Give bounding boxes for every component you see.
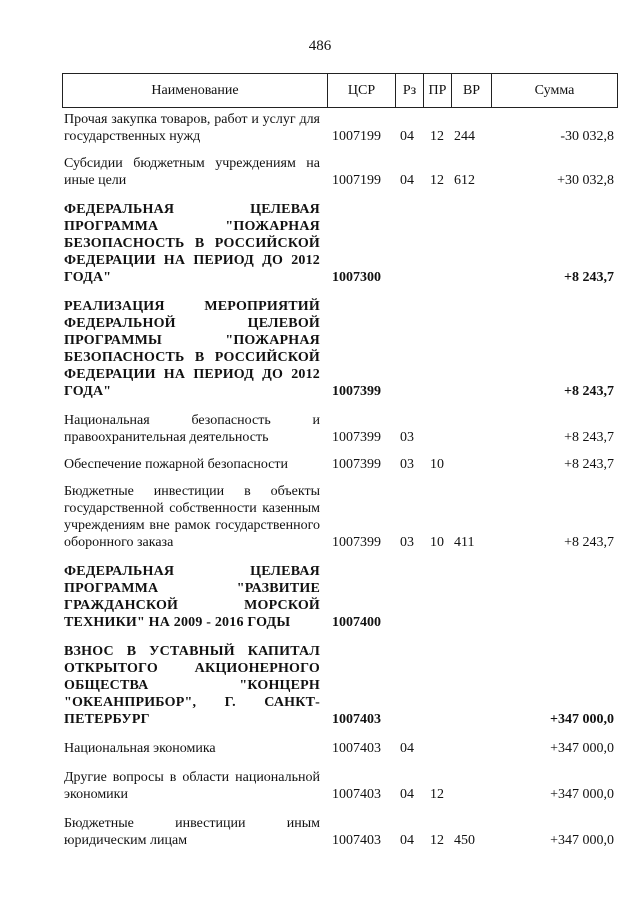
row-vr: 450 xyxy=(454,833,475,848)
row-name: ФЕДЕРАЛЬНАЯ ЦЕЛЕВАЯ ПРОГРАММА "РАЗВИТИЕ ГРАЖДАНСКОЙ МОРСКОЙ ТЕХНИКИ" НА 2009 - 2016 ГОДЫ xyxy=(64,564,320,630)
row-sum: +8 243,7 xyxy=(564,457,614,472)
row-pr: 12 xyxy=(430,787,444,802)
row-rz: 03 xyxy=(400,535,414,550)
row-pr: 12 xyxy=(430,833,444,848)
row-csr: 1007399 xyxy=(332,430,381,445)
row-name: Бюджетные инвестиции иным юридическим лицам xyxy=(64,816,320,848)
row-vr: 612 xyxy=(454,173,475,188)
row-name: Субсидии бюджетным учреждениям на иные цели xyxy=(64,156,320,188)
row-pr: 10 xyxy=(430,535,444,550)
row-csr: 1007403 xyxy=(332,712,381,727)
table-row xyxy=(62,483,618,551)
row-rz: 04 xyxy=(400,129,414,144)
row-rz: 03 xyxy=(400,457,414,472)
row-name: Прочая закупка товаров, работ и услуг для государственных нужд xyxy=(64,112,320,144)
row-csr: 1007300 xyxy=(332,270,381,285)
row-name: РЕАЛИЗАЦИЯ МЕРОПРИЯТИЙ ФЕДЕРАЛЬНОЙ ЦЕЛЕВОЙ ПРОГРАММЫ "ПОЖАРНАЯ БЕЗОПАСНОСТЬ В РОССИЙСКОЙ ФЕДЕРАЦИИ НА ПЕРИОД ДО 2012 ГОДА" xyxy=(64,299,320,399)
header-csr: ЦСР xyxy=(327,74,395,107)
table-row xyxy=(62,412,618,446)
row-sum: +8 243,7 xyxy=(564,384,614,399)
table-row xyxy=(62,298,618,400)
table-row xyxy=(62,815,618,849)
row-pr: 10 xyxy=(430,457,444,472)
row-sum: +347 000,0 xyxy=(550,833,614,848)
row-rz: 04 xyxy=(400,173,414,188)
row-name: Национальная экономика xyxy=(64,741,216,756)
row-name: Бюджетные инвестиции в объекты государственной собственности казенным учреждениям вне рамок государственного оборонного заказа xyxy=(64,484,320,550)
row-csr: 1007399 xyxy=(332,535,381,550)
table-row xyxy=(62,456,618,473)
row-csr: 1007403 xyxy=(332,741,381,756)
row-name: Другие вопросы в области национальной экономики xyxy=(64,770,320,802)
row-csr: 1007403 xyxy=(332,787,381,802)
row-vr: 244 xyxy=(454,129,475,144)
row-sum: +30 032,8 xyxy=(557,173,614,188)
row-csr: 1007199 xyxy=(332,129,381,144)
table-row xyxy=(62,740,618,757)
row-csr: 1007399 xyxy=(332,384,381,399)
header-rz: Рз xyxy=(395,74,423,107)
row-pr: 12 xyxy=(430,129,444,144)
row-sum: -30 032,8 xyxy=(560,129,614,144)
row-sum: +347 000,0 xyxy=(550,741,614,756)
table-row xyxy=(62,643,618,728)
table-row xyxy=(62,201,618,286)
header-sum: Сумма xyxy=(491,74,617,107)
row-name: ВЗНОС В УСТАВНЫЙ КАПИТАЛ ОТКРЫТОГО АКЦИОНЕРНОГО ОБЩЕСТВА "КОНЦЕРН "ОКЕАНПРИБОР", Г. САНКТ-ПЕТЕРБУРГ xyxy=(64,644,320,727)
row-sum: +8 243,7 xyxy=(564,270,614,285)
row-csr: 1007403 xyxy=(332,833,381,848)
row-csr: 1007399 xyxy=(332,457,381,472)
row-name: ФЕДЕРАЛЬНАЯ ЦЕЛЕВАЯ ПРОГРАММА "ПОЖАРНАЯ БЕЗОПАСНОСТЬ В РОССИЙСКОЙ ФЕДЕРАЦИИ НА ПЕРИОД ДО 2012 ГОДА" xyxy=(64,202,320,285)
row-sum: +347 000,0 xyxy=(550,712,614,727)
row-sum: +347 000,0 xyxy=(550,787,614,802)
row-vr: 411 xyxy=(454,535,475,550)
table-row xyxy=(62,769,618,803)
row-rz: 04 xyxy=(400,741,414,756)
row-csr: 1007199 xyxy=(332,173,381,188)
row-pr: 12 xyxy=(430,173,444,188)
row-name: Национальная безопасность и правоохранительная деятельность xyxy=(64,413,320,445)
table-row xyxy=(62,563,618,631)
row-rz: 04 xyxy=(400,833,414,848)
header-name: Наименование xyxy=(151,82,239,98)
table-row xyxy=(62,155,618,189)
budget-table xyxy=(62,73,618,849)
page-number: 486 xyxy=(308,38,332,54)
row-rz: 04 xyxy=(400,787,414,802)
row-csr: 1007400 xyxy=(332,615,381,630)
header-vr: ВР xyxy=(451,74,491,107)
row-sum: +8 243,7 xyxy=(564,535,614,550)
header-pr: ПР xyxy=(423,74,451,107)
row-sum: +8 243,7 xyxy=(564,430,614,445)
table-header xyxy=(62,73,618,108)
row-rz: 03 xyxy=(400,430,414,445)
table-row xyxy=(62,111,618,145)
row-name: Обеспечение пожарной безопасности xyxy=(64,457,289,472)
